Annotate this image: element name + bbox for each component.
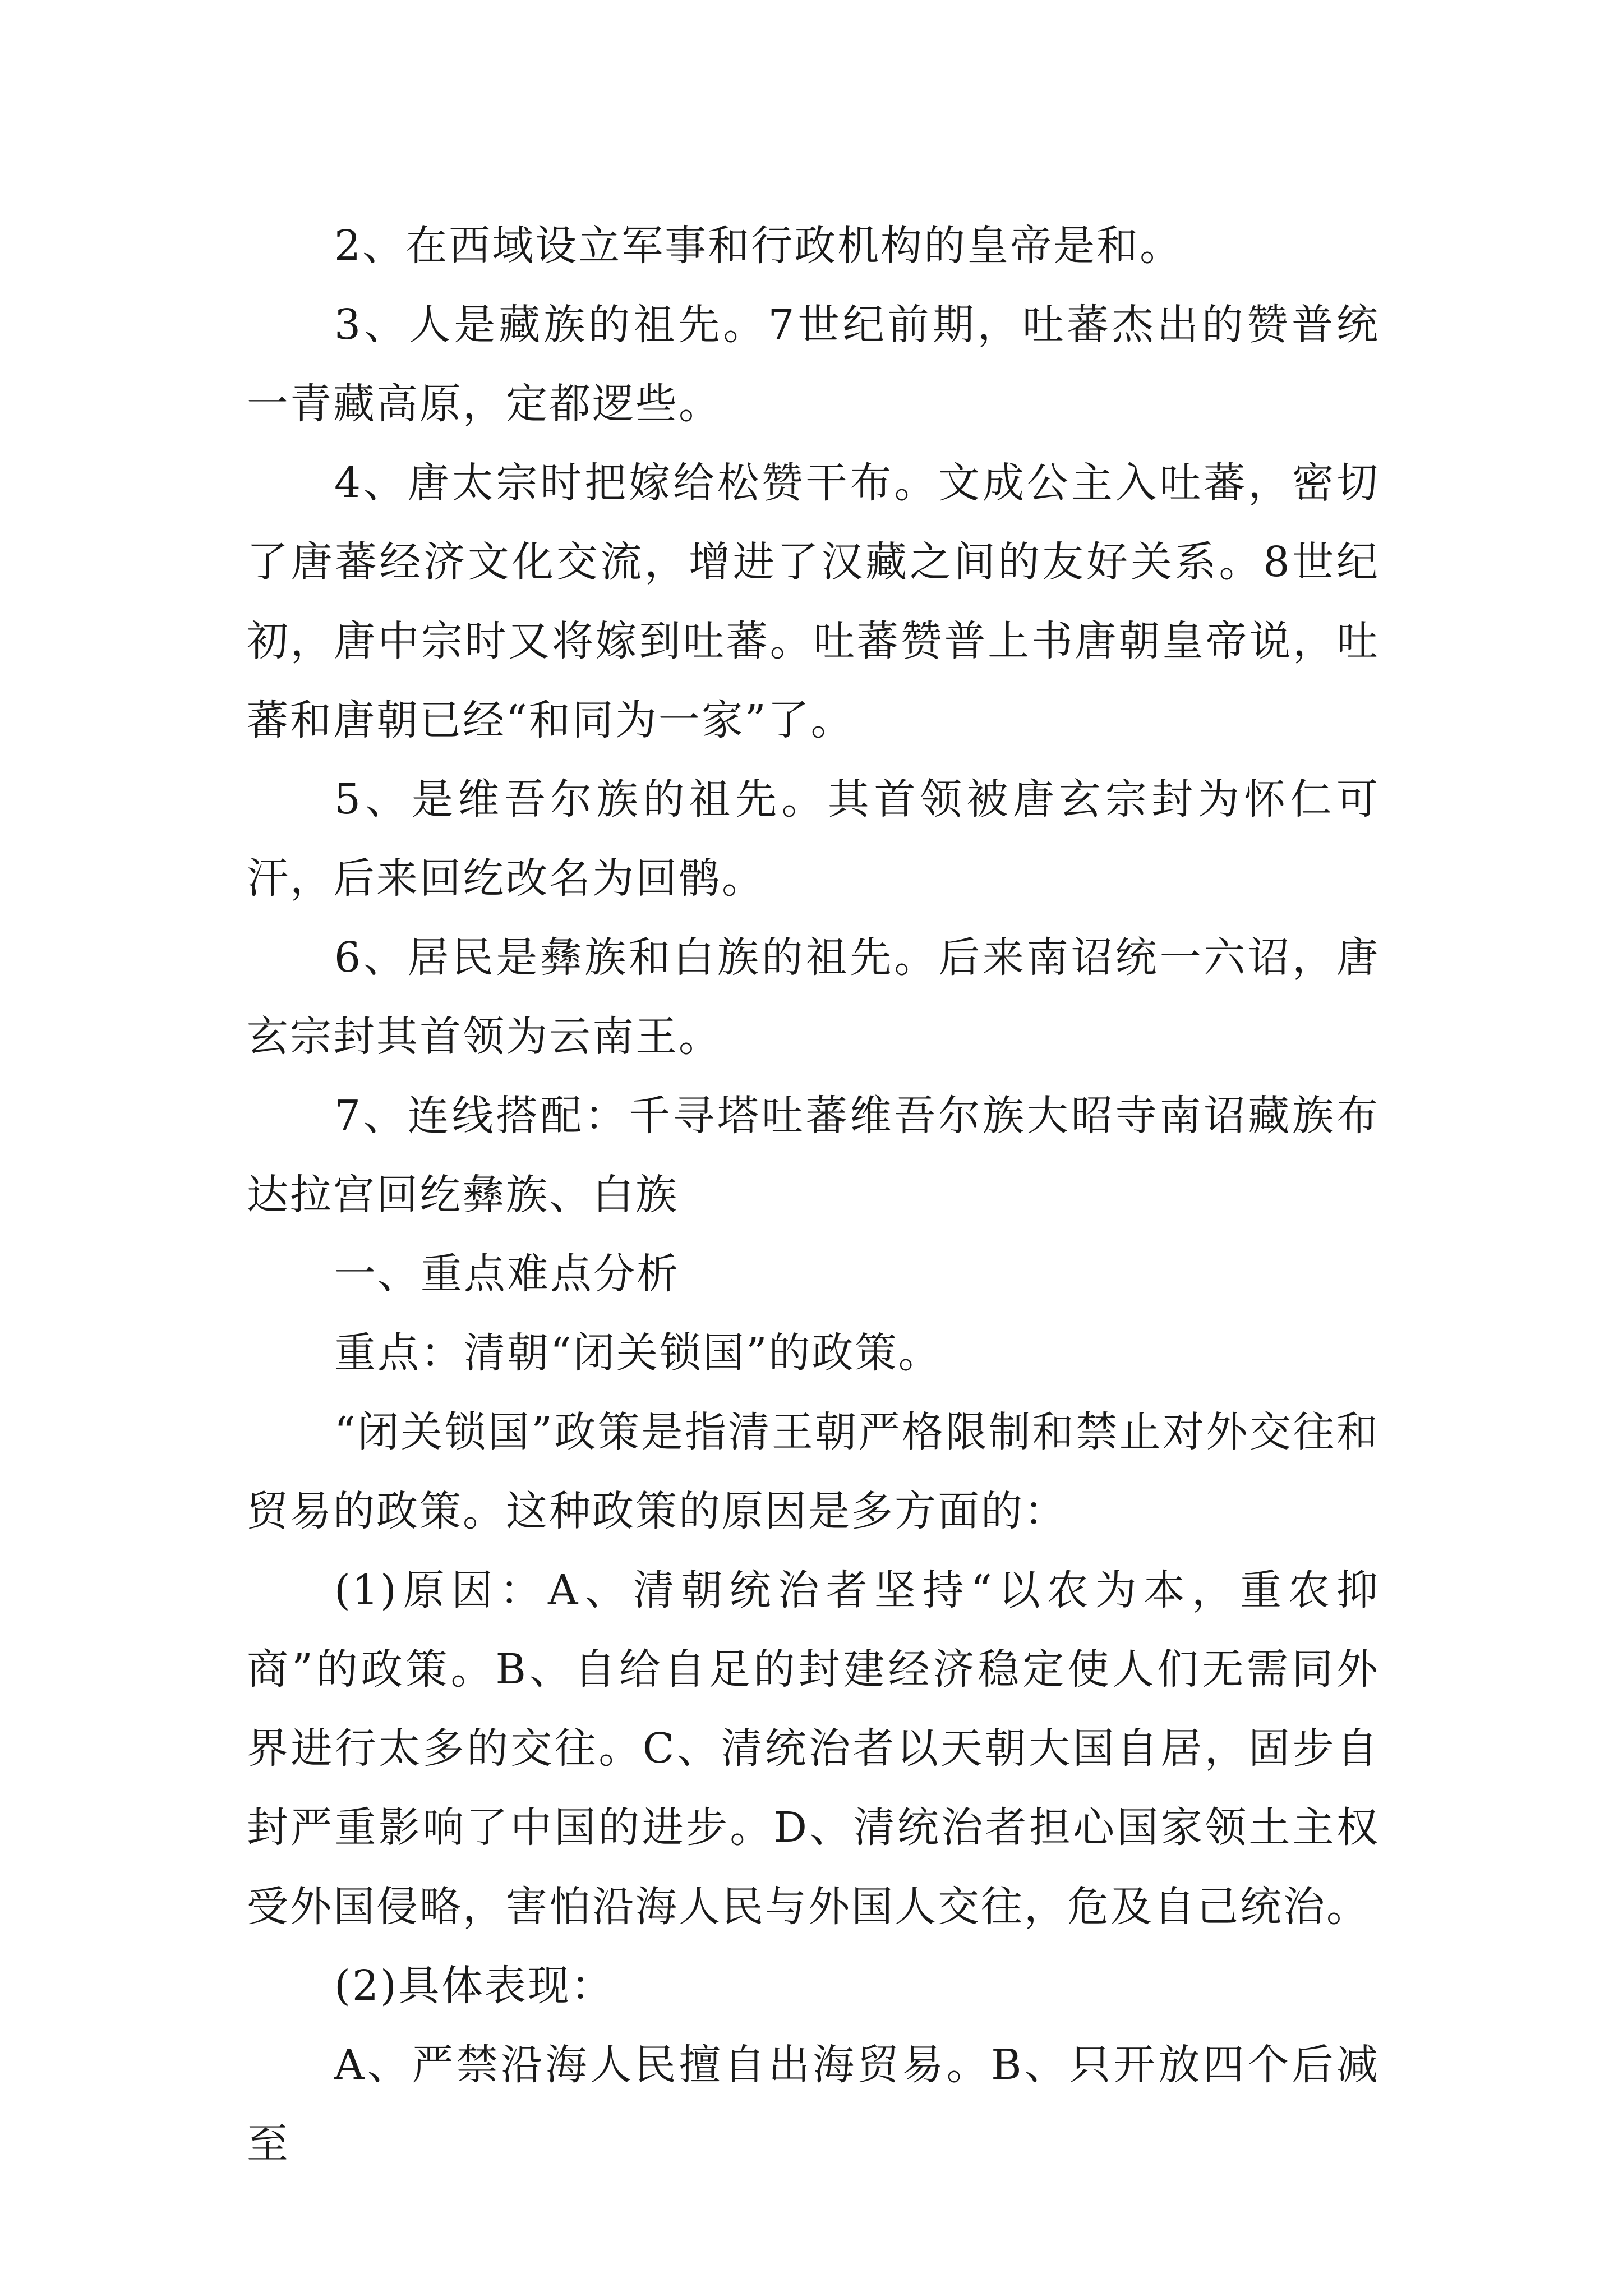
document-body — [247, 206, 1380, 2184]
paragraph-question-2: 2、在西域设立军事和行政机构的皇帝是和。 — [334, 222, 1183, 270]
paragraph-question-3: 3、人是藏族的祖先。7世纪前期，吐蕃杰出的赞普统一青藏高原，定都逻些。 — [247, 301, 1380, 428]
paragraph-causes: (1)原因：A、清朝统治者坚持“以农为本，重农抑商”的政策。B、自给自足的封建经济稳定使人们无需同外界进行太多的交往。C、清统治者以天朝大国自居，固步自封严重影响了中国的进步。D、清统治者担心国家领土主权受外国侵略，害怕沿海人民与外国人交往，危及自己统治。 — [247, 1566, 1380, 1931]
section-heading: 一、重点难点分析 — [334, 1250, 680, 1298]
paragraph-question-5: 5、是维吾尔族的祖先。其首领被唐玄宗封为怀仁可汗，后来回纥改名为回鹘。 — [247, 775, 1380, 903]
paragraph-policy-definition: “闭关锁国”政策是指清王朝严格限制和禁止对外交往和贸易的政策。这种政策的原因是多方面的： — [247, 1408, 1380, 1535]
paragraph-question-7: 7、连线搭配：千寻塔吐蕃维吾尔族大昭寺南诏藏族布达拉宫回纥彝族、白族 — [247, 1092, 1380, 1219]
paragraph-manifestations-heading: (2)具体表现： — [334, 1962, 614, 2010]
paragraph-manifestations: A、严禁沿海人民擅自出海贸易。B、只开放四个后减至 — [247, 2041, 1380, 2168]
paragraph-question-4: 4、唐太宗时把嫁给松赞干布。文成公主入吐蕃，密切了唐蕃经济文化交流，增进了汉藏之间的友好关系。8世纪初，唐中宗时又将嫁到吐蕃。吐蕃赞普上书唐朝皇帝说，吐蕃和唐朝已经“和同为一家”了。 — [247, 459, 1380, 744]
paragraph-question-6: 6、居民是彝族和白族的祖先。后来南诏统一六诏，唐玄宗封其首领为云南王。 — [247, 933, 1380, 1061]
paragraph-key-point: 重点：清朝“闭关锁国”的政策。 — [334, 1329, 942, 1377]
